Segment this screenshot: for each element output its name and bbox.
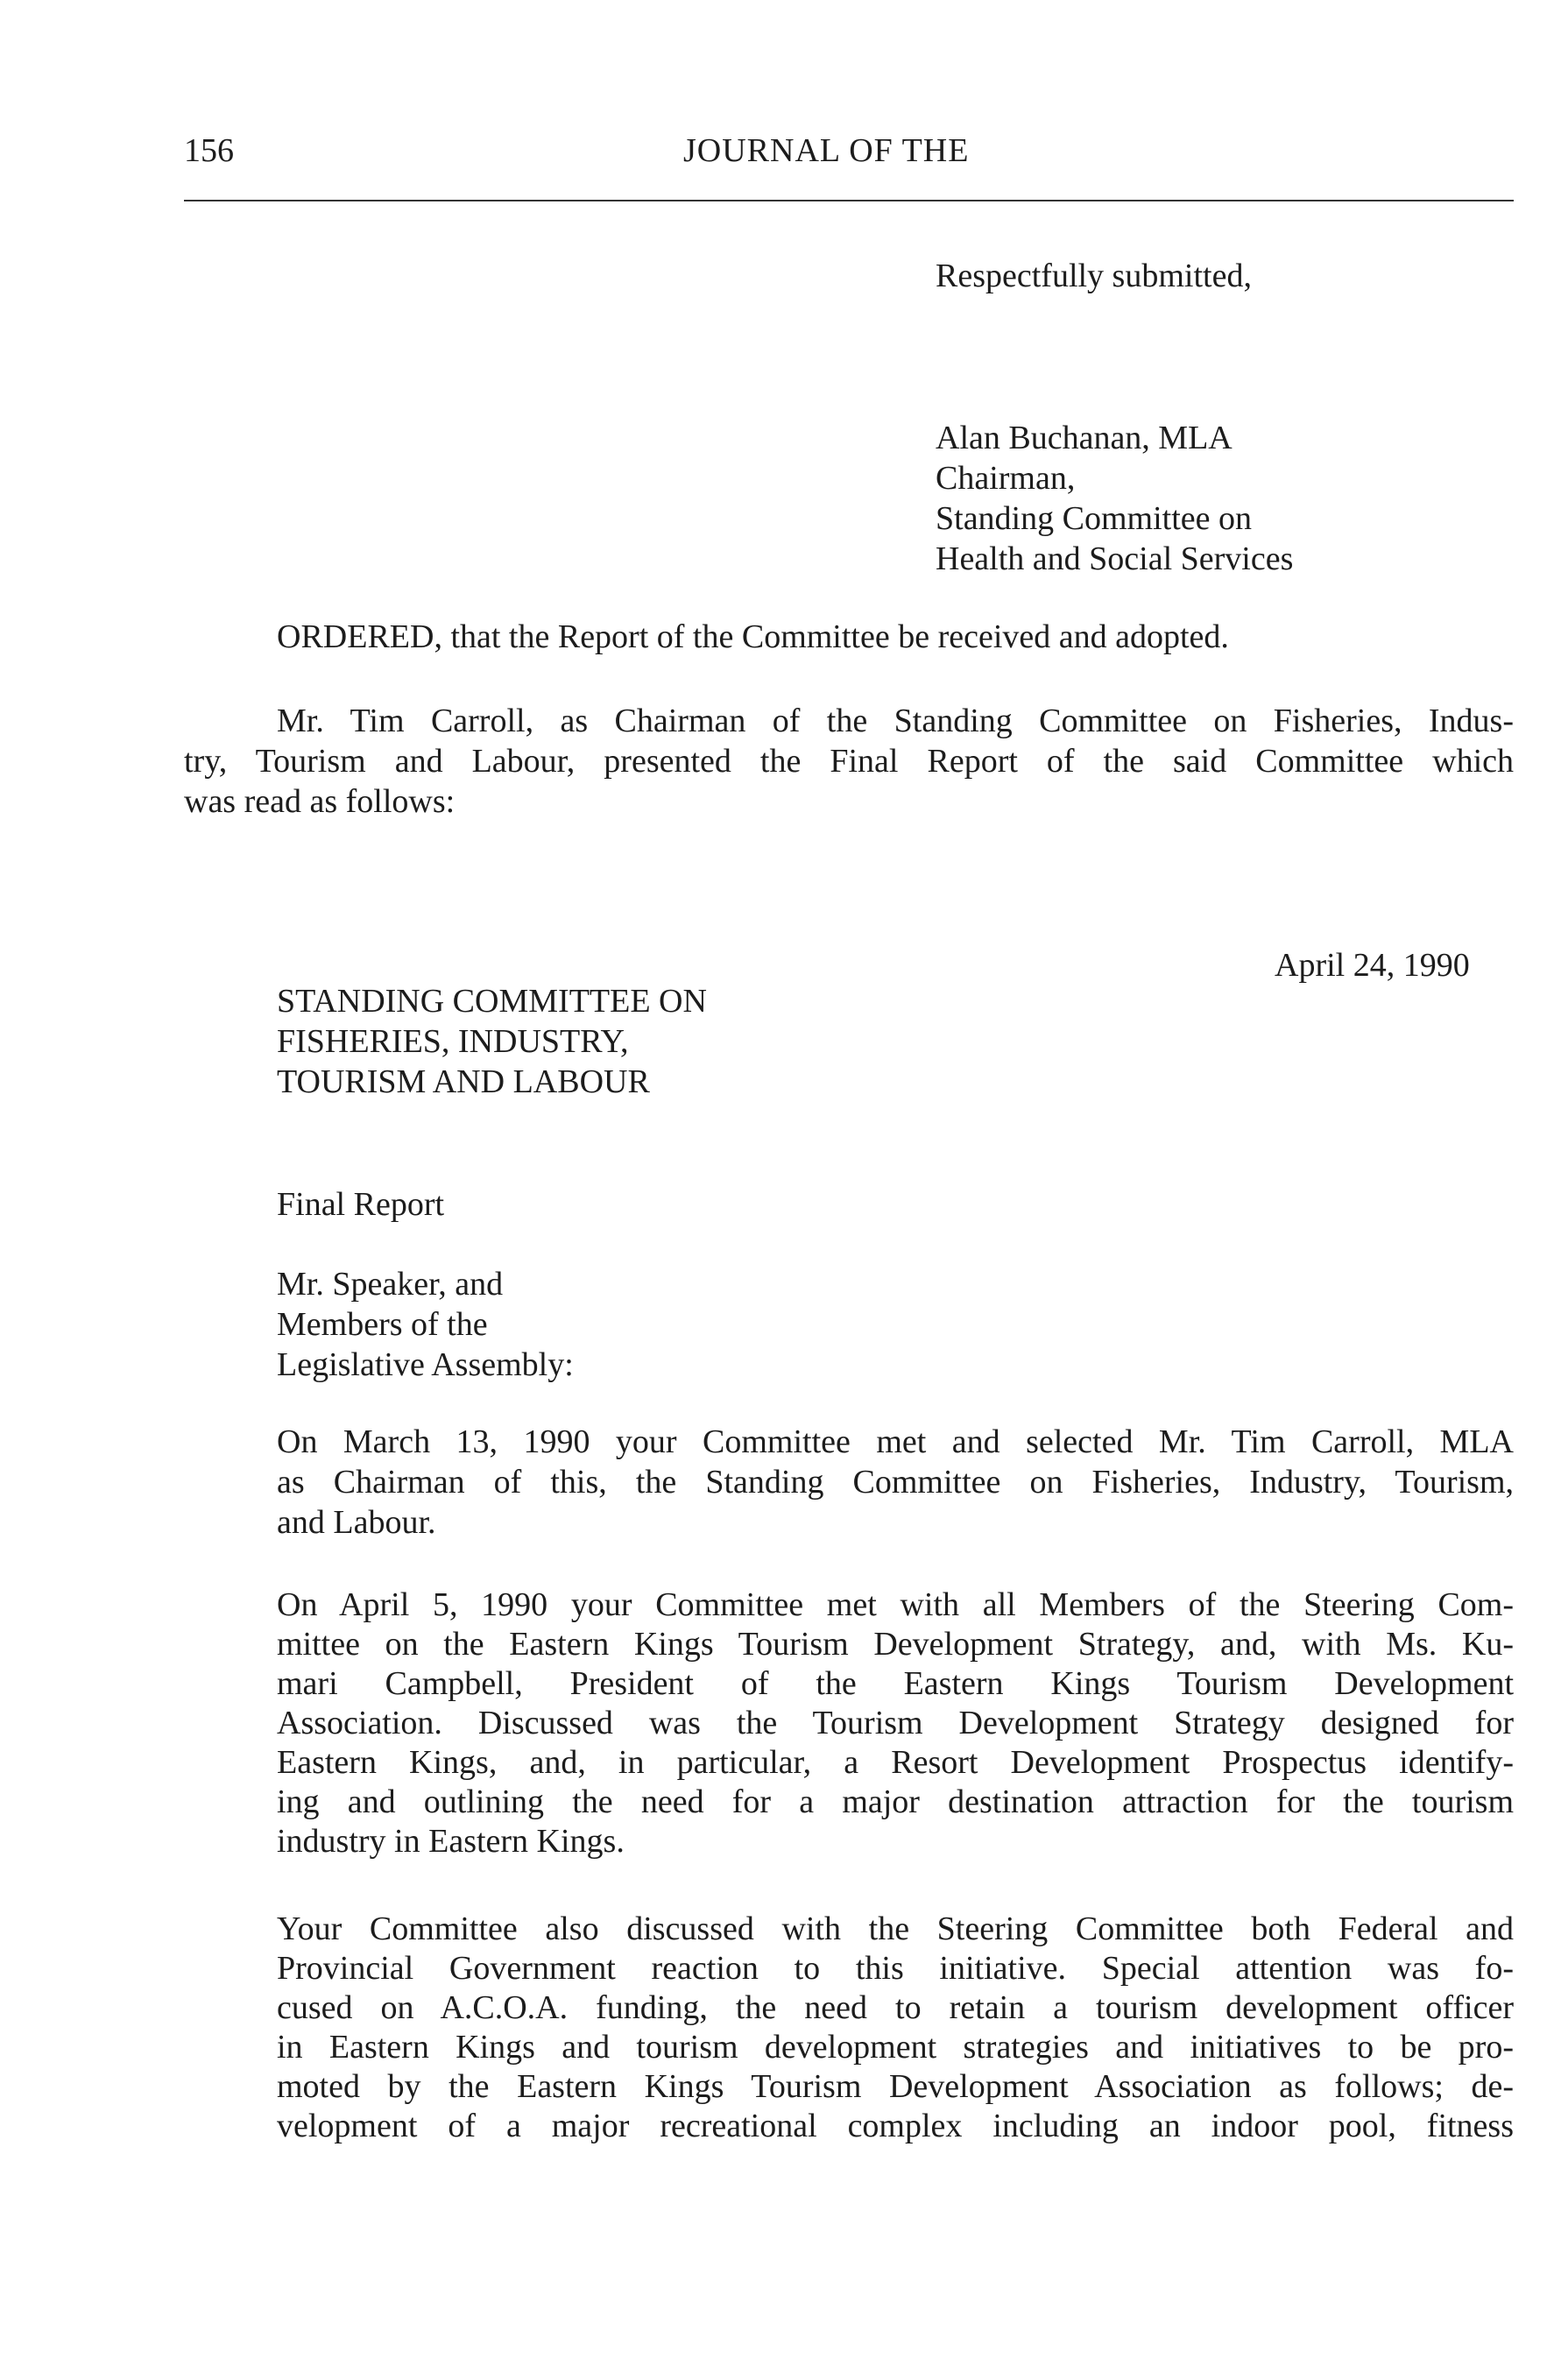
text-line: Your Committee also discussed with the Steering Committee both Federal and (277, 1910, 1514, 1947)
text-line: On April 5, 1990 your Committee met with all Members of the Steering Com- (277, 1586, 1514, 1623)
ordered-statement: ORDERED, that the Report of the Committee be received and adopted. (277, 618, 1229, 655)
text-line: moted by the Eastern Kings Tourism Development Association as follows; de- (277, 2068, 1514, 2105)
salutation-line: Legislative Assembly: (277, 1346, 574, 1383)
signature-closing: Respectfully submitted, (936, 258, 1252, 294)
text-line: Eastern Kings, and, in particular, a Resort Development Prospectus identify- (277, 1744, 1514, 1781)
text-line: industry in Eastern Kings. (277, 1823, 625, 1860)
signature-block (936, 418, 1293, 579)
report-paragraph-1 (277, 1422, 1514, 1543)
page-number: 156 (184, 132, 234, 169)
text-line: as Chairman of this, the Standing Committee on Fisheries, Industry, Tourism, (277, 1464, 1514, 1501)
salutation-line: Members of the (277, 1306, 488, 1343)
report-paragraph-3 (277, 1910, 1514, 2146)
text-line: velopment of a major recreational complex including an indoor pool, fitness (277, 2108, 1514, 2144)
intro-paragraph (184, 701, 1514, 822)
text-line: in Eastern Kings and tourism development strategies and initiatives to be pro- (277, 2029, 1514, 2066)
report-paragraph-2 (277, 1585, 1514, 1861)
signature-committee: Standing Committee on (936, 500, 1252, 537)
signature-role: Chairman, (936, 460, 1076, 497)
report-title: Final Report (277, 1186, 445, 1223)
committee-name (277, 981, 707, 1102)
text-line: was read as follows: (184, 783, 456, 820)
signature-committee-name: Health and Social Services (936, 540, 1294, 577)
text-line: and Labour. (277, 1504, 436, 1541)
text-line: mittee on the Eastern Kings Tourism Development Strategy, and, with Ms. Ku- (277, 1626, 1514, 1663)
running-title: JOURNAL OF THE (683, 132, 970, 169)
salutation (277, 1264, 574, 1385)
text-line: Provincial Government reaction to this initiative. Special attention was fo- (277, 1950, 1514, 1987)
text-line: cused on A.C.O.A. funding, the need to retain a tourism development officer (277, 1989, 1514, 2026)
salutation-line: Mr. Speaker, and (277, 1266, 504, 1303)
committee-name-line: FISHERIES, INDUSTRY, (277, 1023, 629, 1060)
text-line: try, Tourism and Labour, presented the Final Report of the said Committee which (184, 743, 1514, 780)
committee-name-line: STANDING COMMITTEE ON (277, 983, 707, 1020)
committee-name-line: TOURISM AND LABOUR (277, 1063, 650, 1100)
text-line: Mr. Tim Carroll, as Chairman of the Standing Committee on Fisheries, Indus- (277, 703, 1514, 739)
header-rule (184, 200, 1514, 201)
text-line: ing and outlining the need for a major destination attraction for the tourism (277, 1783, 1514, 1820)
text-line: mari Campbell, President of the Eastern Kings Tourism Development (277, 1665, 1514, 1702)
report-date: April 24, 1990 (1275, 947, 1470, 984)
text-line: On March 13, 1990 your Committee met and selected Mr. Tim Carroll, MLA (277, 1423, 1514, 1460)
text-line: Association. Discussed was the Tourism Development Strategy designed for (277, 1705, 1514, 1741)
signature-name: Alan Buchanan, MLA (936, 420, 1233, 456)
